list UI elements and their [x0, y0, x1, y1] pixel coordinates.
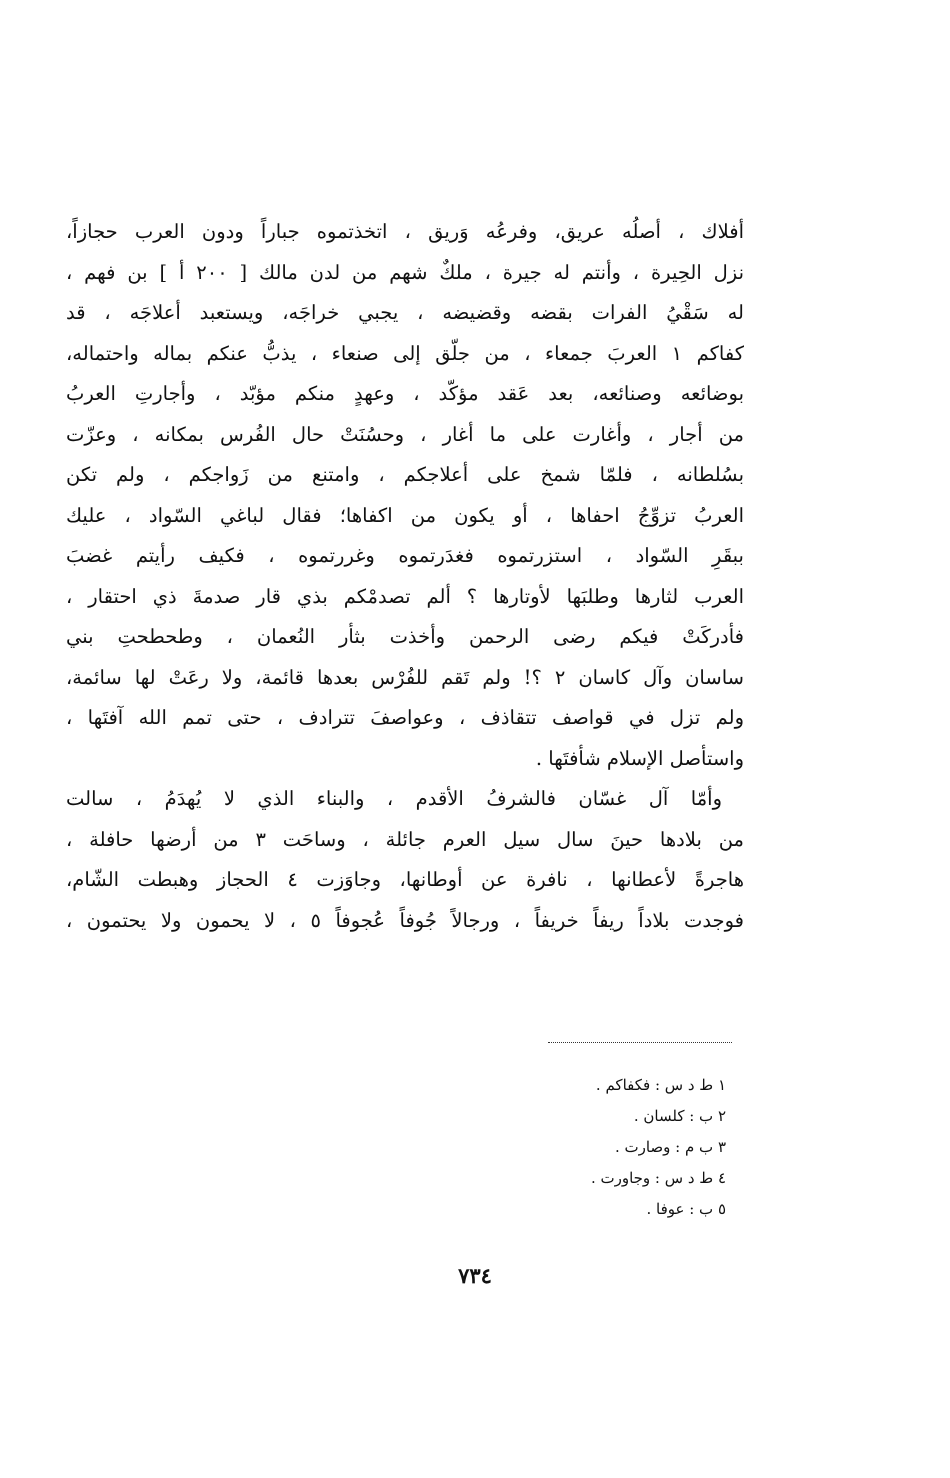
body-text [66, 212, 744, 941]
footnotes [400, 1070, 726, 1225]
text-line-10: العرب لثارها وطلبَها لأوتارها ؟ ألم تصدمْكم بذي قار صدمةَ ذي احتقار ، [66, 584, 744, 608]
footnote-1: ١ ط د س : فكفاكم . [595, 1076, 726, 1094]
text-line-1: أفلاك ، أصلُه عريق، وفرعُه وَريق ، اتخذتموه جباراً ودون العرب حجازاً، [66, 220, 744, 243]
text-line-11: فأدركَتْ فيكم رضى الرحمن وأخذت بثأر النُعمان ، وطحطحتِ بني [66, 625, 744, 648]
footnote-5: ٥ ب : عوفا . [646, 1200, 726, 1218]
text-line-2: نزل الحِيرة ، وأنتم له جيرة ، ملكٌ شهم من لدن مالك [ ٢٠٠ أ ] بن فهم ، [66, 260, 744, 284]
text-line-15: وأمّا آل غسّان فالشرفُ الأقدم ، والبناء الذي لا يُهدَمُ ، سالت [66, 787, 722, 810]
text-line-8: العربُ تزوِّجُ احفاها ، أو يكون من اكفاها؛ فقال لباغي السّواد ، عليك [66, 503, 744, 527]
footnote-separator [548, 1042, 732, 1043]
text-line-5: بوضائعه وصنائعه، بعد عَقد مؤكّد ، وعهدٍ منكم مؤبّد ، وأجارتِ العربُ [66, 382, 744, 405]
footnote-3: ٣ ب م : وصارت . [614, 1138, 726, 1156]
text-line-18: فوجدت بلاداً ريفاً خريفاً ، ورجالاً جُوفاً عُجوفاً ٥ ، لا يحمون ولا يحتمون ، [66, 908, 744, 932]
text-line-4: كفاكم ١ العربَ جمعاء ، من جلّق إلى صنعاء ، يذبُّ عنكم بماله واحتماله، [66, 341, 744, 365]
footnote-4: ٤ ط د س : وجاورت . [590, 1169, 726, 1187]
text-line-6: من أجار ، وأغارت على ما أغار ، وحسُنَتْ حال الفُرس بمكانه ، وعزّت [66, 422, 744, 446]
text-line-7: بسُلطانه ، فلمّا شمخ على أعلاجكم ، وامتنع من زَواجكم ، ولم تكن [66, 463, 744, 486]
text-line-17: هاجرةً لأعطانها ، نافرة عن أوطانها، وجاوَزت ٤ الحجاز وهبطت الشّام، [66, 868, 744, 891]
text-line-14: واستأصل الإسلام شأفتَها . [535, 746, 744, 770]
footnote-2: ٢ ب : كلسان . [633, 1107, 726, 1125]
text-line-16: من بلادها حينَ سال سيل العرم جائلة ، وساحَت ٣ من أرضها حافلة ، [66, 827, 744, 851]
text-line-12: ساسان وآل كاسان ٢ ؟! ولم تَقم للفُرْس بعدها قائمة، ولا رعَتْ لها سائمة، [66, 665, 744, 689]
text-line-3: له سَقْيُ الفرات بقضه وقضيضه ، يجبي خراجَه، ويستعبد أعلاجَه ، قد [66, 301, 744, 324]
page-number: ٧٣٤ [458, 1263, 492, 1288]
text-line-13: ولم تزل في قواصف تتقاذف ، وعواصفَ تترادف ، حتى تمم الله آفتَها ، [66, 706, 744, 729]
text-line-9: ببقَرِ السّواد ، استزرتموه فغدَرتموه وغررتموه ، فكيف رأيتم غضبَ [66, 544, 744, 567]
